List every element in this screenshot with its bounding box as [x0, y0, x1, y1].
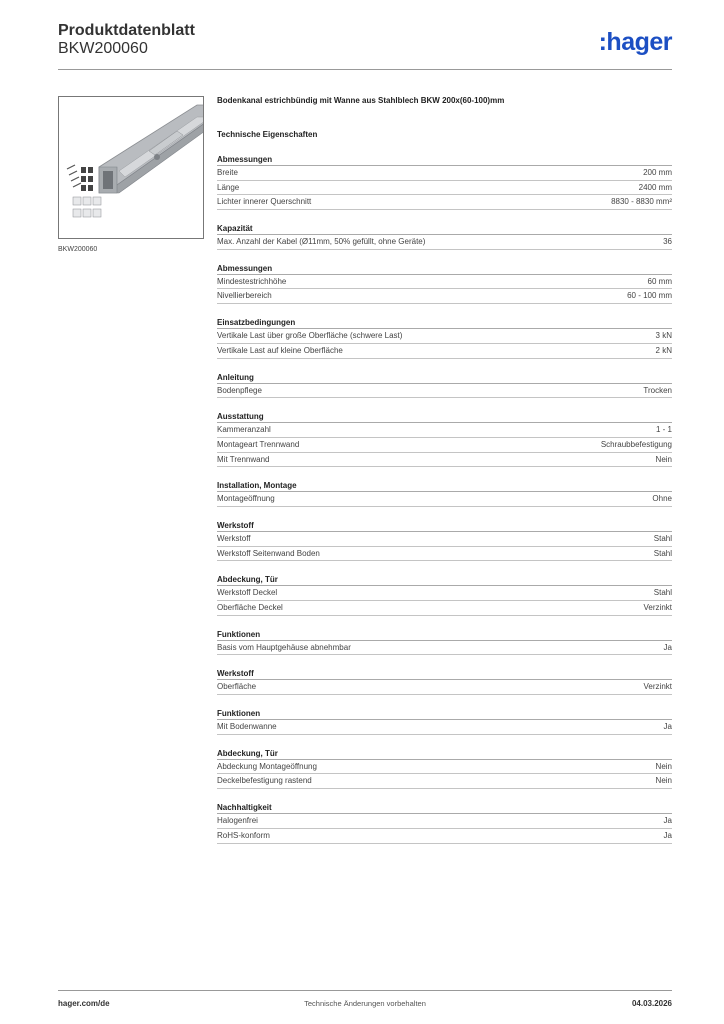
property-value: 60 mm	[647, 276, 672, 286]
property-section	[217, 629, 672, 656]
property-value: Trocken	[643, 385, 672, 395]
section-title: Abmessungen	[217, 263, 672, 275]
property-value: Ja	[663, 816, 672, 826]
property-value: Stahl	[653, 548, 672, 558]
property-row	[217, 829, 672, 844]
footer-website[interactable]: hager.com/de	[58, 999, 110, 1008]
property-label: Max. Anzahl der Kabel (Ø11mm, 50% gefüllt, ohne Geräte)	[217, 237, 426, 247]
property-value: Stahl	[653, 533, 672, 543]
property-section	[217, 574, 672, 615]
property-row	[217, 166, 672, 181]
property-label: Mit Bodenwanne	[217, 722, 277, 732]
property-value: Nein	[655, 454, 672, 464]
property-row	[217, 195, 672, 210]
section-title: Anleitung	[217, 372, 672, 384]
property-value: Nein	[655, 761, 672, 771]
article-number: BKW200060	[58, 40, 148, 57]
section-title: Funktionen	[217, 708, 672, 720]
section-title: Abdeckung, Tür	[217, 748, 672, 760]
property-label: Werkstoff Deckel	[217, 588, 278, 598]
property-section	[217, 411, 672, 467]
section-title: Abdeckung, Tür	[217, 574, 672, 586]
property-label: Mit Trennwand	[217, 454, 270, 464]
property-label: Breite	[217, 168, 238, 177]
section-title: Nachhaltigkeit	[217, 802, 672, 814]
property-value: Ja	[663, 722, 672, 732]
property-row	[217, 680, 672, 695]
property-label: Länge	[217, 182, 240, 192]
property-row	[217, 532, 672, 547]
product-data-sheet	[217, 96, 672, 844]
property-label: Nivellierbereich	[217, 291, 272, 301]
property-value: 2 kN	[655, 345, 672, 355]
property-value: Stahl	[653, 588, 672, 598]
property-row	[217, 423, 672, 438]
property-row	[217, 275, 672, 290]
property-section	[217, 668, 672, 695]
property-value: Ja	[663, 642, 672, 652]
property-row	[217, 181, 672, 196]
property-row	[217, 601, 672, 616]
section-title: Funktionen	[217, 629, 672, 641]
page-header	[58, 22, 672, 70]
property-section	[217, 748, 672, 789]
footer-notice: Technische Änderungen vorbehalten	[304, 999, 426, 1008]
section-title: Einsatzbedingungen	[217, 317, 672, 329]
product-description: Bodenkanal estrichbündig mit Wanne aus Stahlblech BKW 200x(60-100)mm	[217, 96, 505, 105]
property-value: Nein	[655, 776, 672, 786]
property-label: RoHS-konform	[217, 830, 270, 840]
property-section	[217, 372, 672, 399]
property-section	[217, 317, 672, 358]
property-section	[217, 520, 672, 561]
property-row	[217, 814, 672, 829]
property-value: Ohne	[652, 494, 672, 504]
tech-properties-heading: Technische Eigenschaften	[217, 130, 318, 139]
property-label: Werkstoff	[217, 533, 251, 543]
page-footer	[58, 990, 672, 1012]
property-value: Ja	[663, 830, 672, 840]
property-section	[217, 223, 672, 250]
property-row	[217, 586, 672, 601]
property-value: 200 mm	[643, 168, 672, 177]
property-row	[217, 344, 672, 359]
property-section	[217, 154, 672, 210]
property-section	[217, 708, 672, 735]
property-row	[217, 329, 672, 344]
property-section	[217, 802, 672, 843]
properties-list	[217, 154, 672, 844]
property-row	[217, 720, 672, 735]
property-label: Werkstoff Seitenwand Boden	[217, 548, 320, 558]
property-row	[217, 438, 672, 453]
property-row	[217, 384, 672, 399]
section-title: Werkstoff	[217, 520, 672, 532]
property-section	[217, 263, 672, 304]
property-label: Bodenpflege	[217, 385, 262, 395]
section-title: Kapazität	[217, 223, 672, 235]
property-row	[217, 760, 672, 775]
section-title: Installation, Montage	[217, 480, 672, 492]
property-value: 3 kN	[655, 331, 672, 341]
property-row	[217, 641, 672, 656]
floor-duct-illustration	[59, 97, 204, 239]
document-title: Produktdatenblatt	[58, 22, 195, 39]
property-value: 60 - 100 mm	[627, 291, 672, 301]
image-caption: BKW200060	[58, 246, 98, 253]
hager-logo: :hager	[598, 28, 672, 56]
property-section	[217, 480, 672, 507]
section-title: Werkstoff	[217, 668, 672, 680]
property-label: Oberfläche Deckel	[217, 603, 283, 612]
section-title: Ausstattung	[217, 411, 672, 423]
property-row	[217, 774, 672, 789]
footer-date: 04.03.2026	[631, 999, 672, 1008]
property-row	[217, 289, 672, 304]
property-label: Montageart Trennwand	[217, 439, 300, 449]
property-value: 8830 - 8830 mm²	[611, 197, 672, 207]
property-value: Verzinkt	[643, 682, 672, 692]
property-label: Kammeranzahl	[217, 425, 271, 435]
property-label: Deckelbefestigung rastend	[217, 776, 312, 786]
product-image	[58, 96, 204, 239]
property-row	[217, 453, 672, 468]
property-label: Oberfläche	[217, 682, 257, 692]
property-label: Montageöffnung	[217, 494, 275, 504]
property-row	[217, 235, 672, 250]
property-label: Vertikale Last auf kleine Oberfläche	[217, 345, 343, 355]
property-label: Halogenfrei	[217, 816, 258, 826]
property-label: Mindestestrichhöhe	[217, 276, 287, 286]
property-label: Basis vom Hauptgehäuse abnehmbar	[217, 642, 351, 652]
property-value: 1 - 1	[655, 425, 672, 435]
property-value: Schraubbefestigung	[600, 439, 672, 449]
property-label: Abdeckung Montageöffnung	[217, 761, 317, 771]
property-value: 36	[663, 237, 672, 247]
section-title: Abmessungen	[217, 154, 672, 166]
property-label: Vertikale Last über große Oberfläche (schwere Last)	[217, 331, 403, 341]
property-value: Verzinkt	[643, 603, 672, 612]
property-label: Lichter innerer Querschnitt	[217, 197, 312, 207]
property-row	[217, 547, 672, 562]
property-value: 2400 mm	[638, 182, 672, 192]
property-row	[217, 492, 672, 507]
